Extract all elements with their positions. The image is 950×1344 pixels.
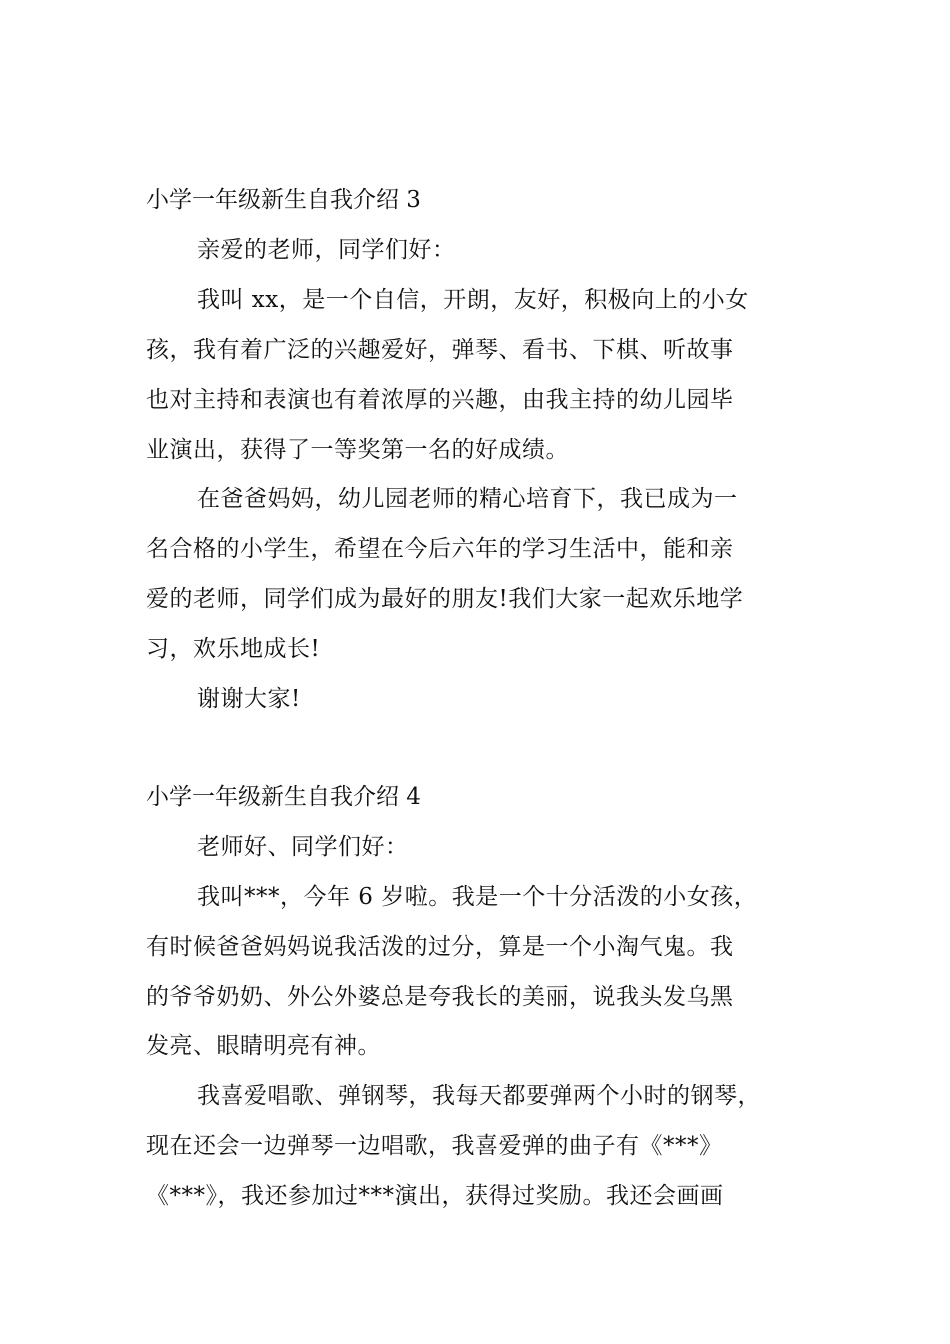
paragraph-line: 在爸爸妈妈，幼儿园老师的精心培育下，我已成为一	[197, 486, 738, 512]
paragraph-line: 的爷爷奶奶、外公外婆总是夸我长的美丽，说我头发乌黑	[146, 984, 734, 1010]
greeting-line: 亲爱的老师，同学们好：	[197, 237, 456, 263]
paragraph-line: 爱的老师，同学们成为最好的朋友!我们大家一起欢乐地学	[146, 586, 744, 612]
paragraph-line: 也对主持和表演也有着浓厚的兴趣，由我主持的幼儿园毕	[146, 387, 734, 413]
paragraph-line: 孩，我有着广泛的兴趣爱好，弹琴、看书、下棋、听故事	[146, 337, 734, 363]
paragraph-line: 发亮、眼睛明亮有神。	[146, 1033, 381, 1059]
paragraph-line: 我叫***，今年 6 岁啦。我是一个十分活泼的小女孩，	[197, 884, 758, 910]
paragraph-line: 《***》，我还参加过***演出，获得过奖励。我还会画画	[146, 1183, 724, 1209]
section-title: 小学一年级新生自我介绍 3	[146, 187, 421, 213]
paragraph-line: 我叫 xx，是一个自信，开朗，友好，积极向上的小女	[197, 287, 749, 313]
paragraph-line: 习，欢乐地成长!	[146, 636, 321, 662]
paragraph-line: 现在还会一边弹琴一边唱歌，我喜爱弹的曲子有《***》	[146, 1133, 723, 1159]
greeting-line: 老师好、同学们好：	[197, 834, 409, 860]
paragraph-line: 有时候爸爸妈妈说我活泼的过分，算是一个小淘气鬼。我	[146, 934, 734, 960]
section-title: 小学一年级新生自我介绍 4	[146, 784, 421, 810]
paragraph-line: 名合格的小学生，希望在今后六年的学习生活中，能和亲	[146, 536, 734, 562]
closing-line: 谢谢大家!	[197, 686, 301, 712]
paragraph-line: 业演出，获得了一等奖第一名的好成绩。	[146, 437, 569, 463]
paragraph-line: 我喜爱唱歌、弹钢琴，我每天都要弹两个小时的钢琴，	[197, 1083, 761, 1109]
